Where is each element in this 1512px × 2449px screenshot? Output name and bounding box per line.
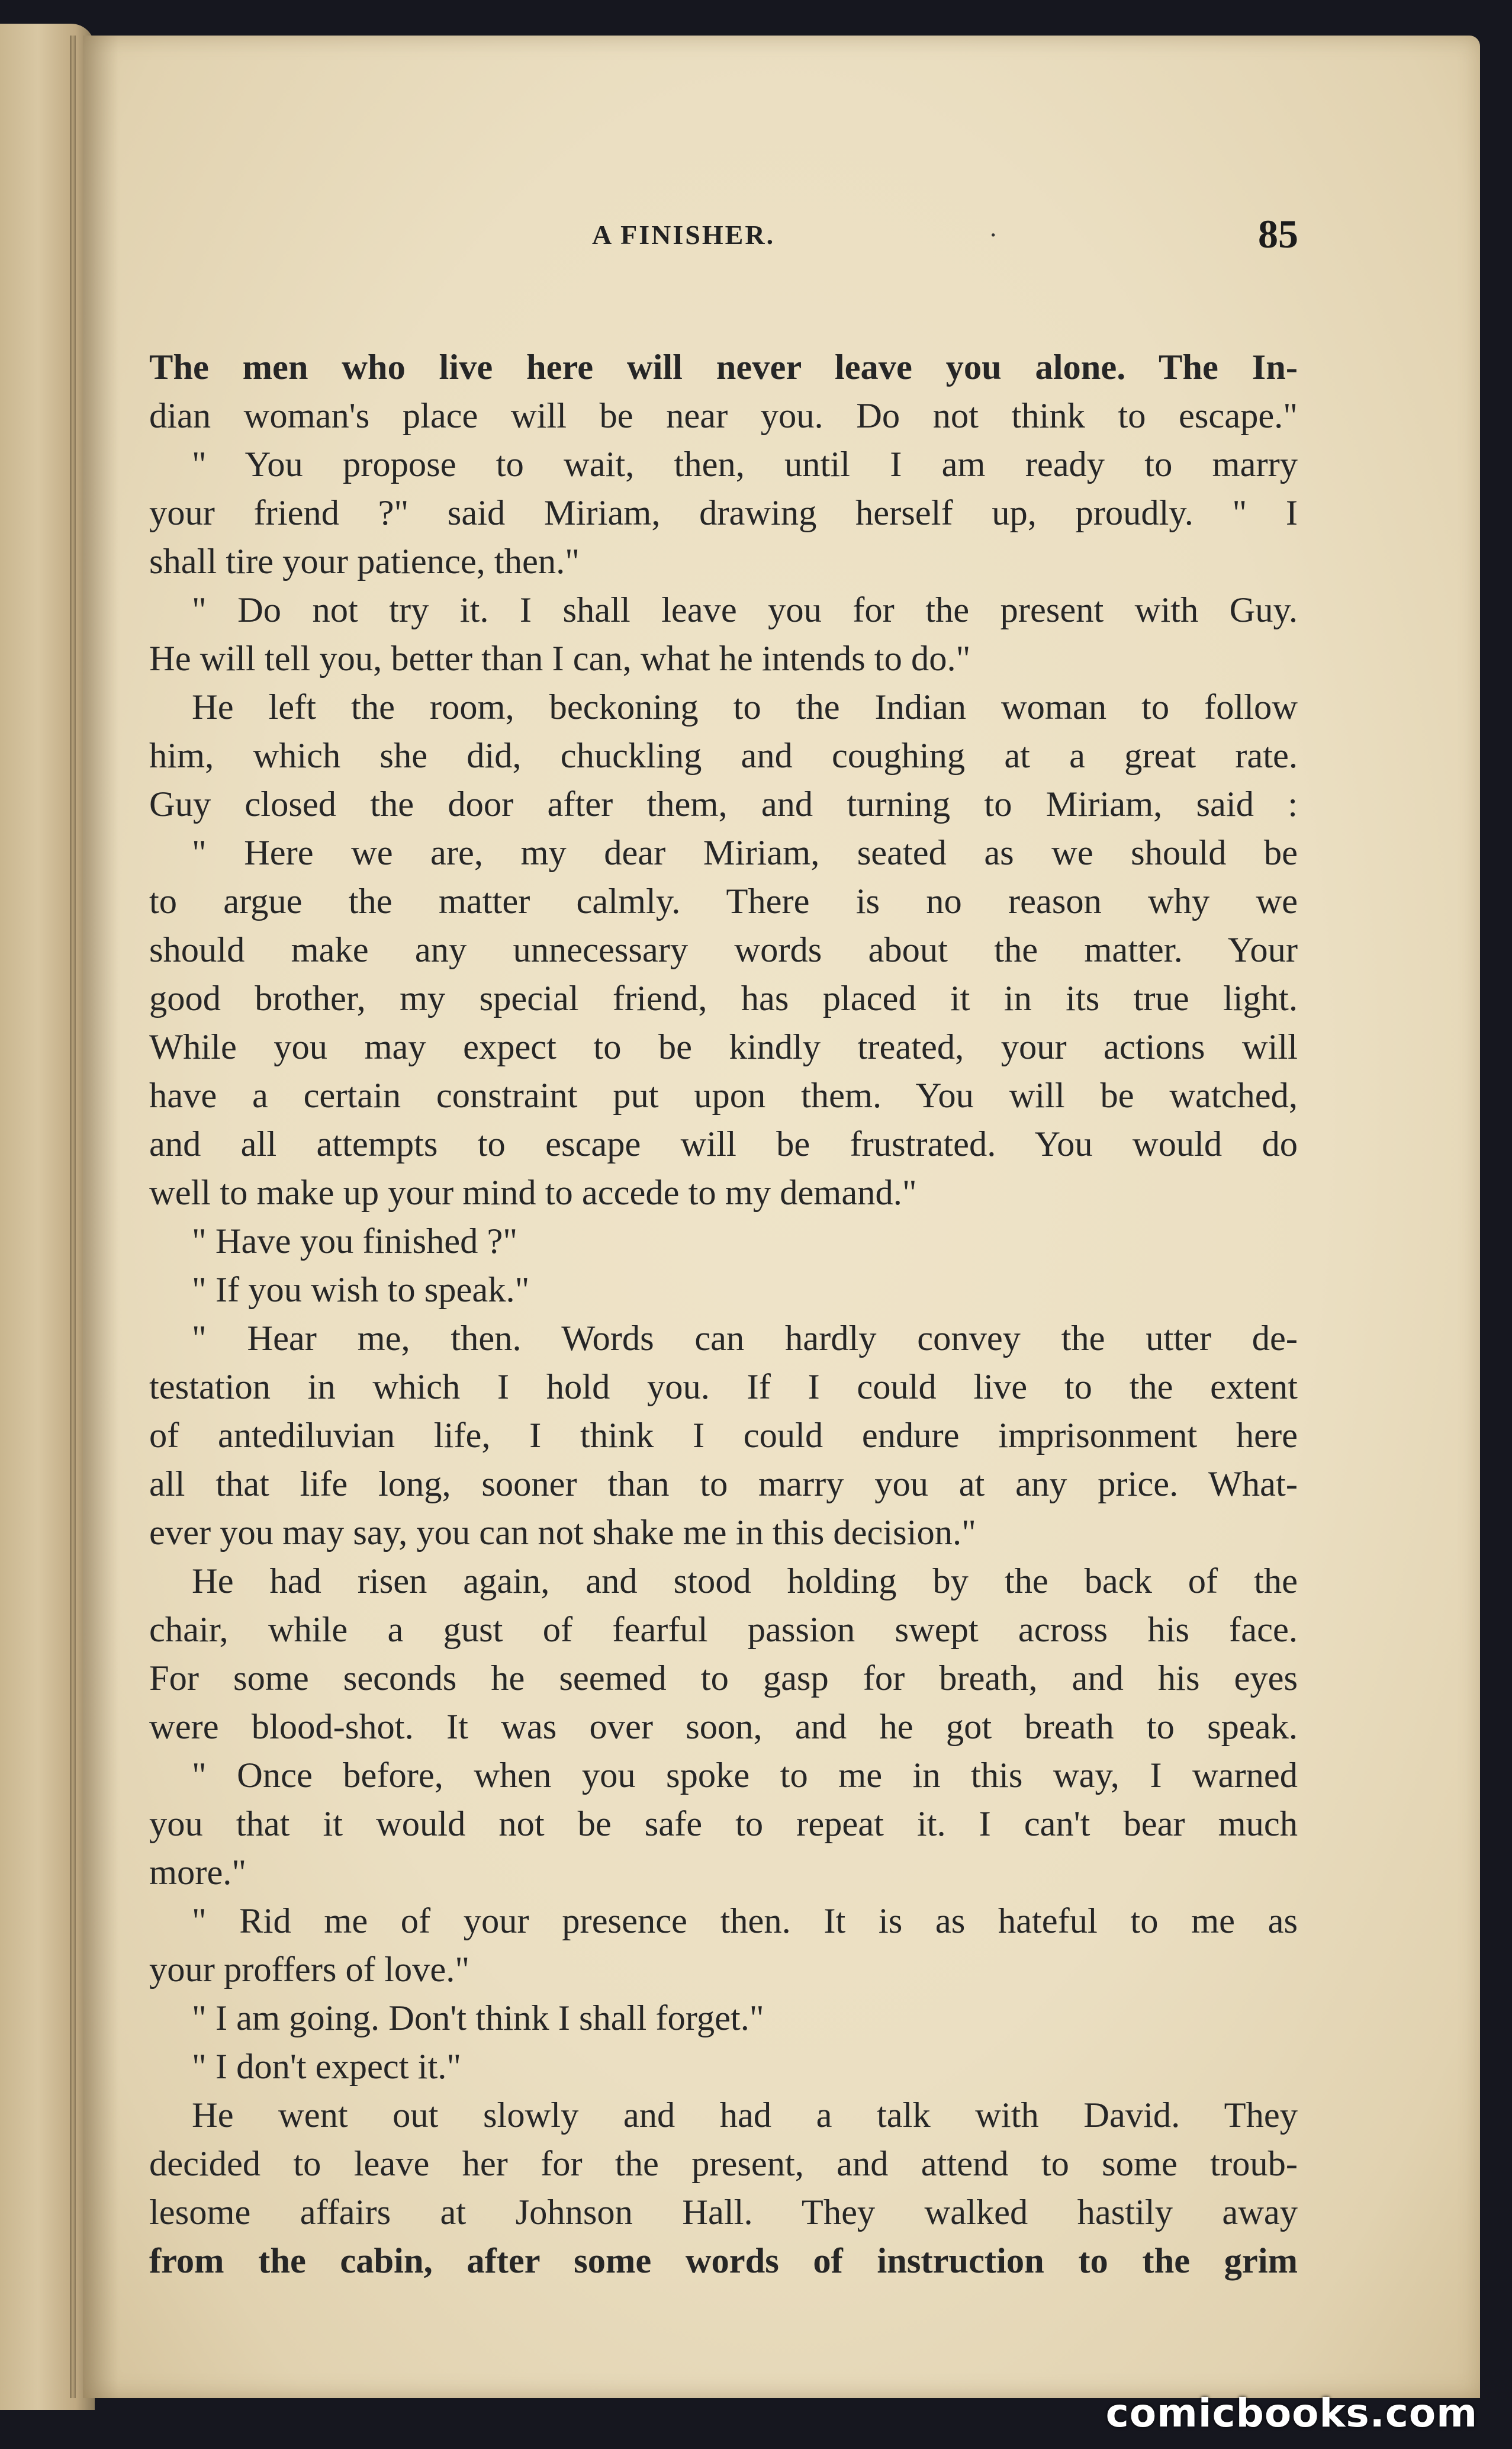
text-line: Guy closed the door after them, and turning to Miriam, said : xyxy=(149,785,1298,824)
page-number: 85 xyxy=(1258,211,1298,256)
text-line: your proffers of love." xyxy=(149,1950,470,1990)
text-line: well to make up your mind to accede to my demand." xyxy=(149,1173,917,1213)
text-line: good brother, my special friend, has placed it in its true light. xyxy=(149,979,1298,1018)
text-line: For some seconds he seemed to gasp for breath, and his eyes xyxy=(149,1659,1298,1698)
book-spine-gutter xyxy=(70,36,76,2398)
text-line: all that life long, sooner than to marry you at any price. What- xyxy=(149,1464,1298,1504)
header-separator: · xyxy=(989,220,998,250)
running-title: A FINISHER. xyxy=(592,220,776,250)
text-line: While you may expect to be kindly treated, your actions will xyxy=(149,1027,1298,1067)
text-line: were blood-shot. It was over soon, and he got breath to speak. xyxy=(149,1707,1298,1747)
text-line: " Have you finished ?" xyxy=(192,1222,518,1261)
text-line: lesome affairs at Johnson Hall. They walked hastily away xyxy=(149,2193,1298,2232)
text-line: He left the room, beckoning to the Indian woman to follow xyxy=(192,687,1298,727)
text-line: " Hear me, then. Words can hardly convey the utter de- xyxy=(192,1319,1298,1358)
text-line: you that it would not be safe to repeat it. I can't bear much xyxy=(149,1804,1298,1844)
text-line: " Here we are, my dear Miriam, seated as we should be xyxy=(192,833,1298,873)
text-line: of antediluvian life, I think I could endure imprisonment here xyxy=(149,1416,1298,1455)
text-line: He will tell you, better than I can, what he intends to do." xyxy=(149,639,971,679)
running-header xyxy=(83,211,1480,256)
text-line: He went out slowly and had a talk with David. They xyxy=(192,2096,1298,2135)
site-watermark: comicbooks.com xyxy=(1105,2390,1478,2436)
text-line: decided to leave her for the present, and attend to some troub- xyxy=(149,2144,1298,2184)
body-text xyxy=(149,343,1298,2286)
text-line: more." xyxy=(149,1853,247,1892)
text-line: shall tire your patience, then." xyxy=(149,542,580,581)
facing-page-edge xyxy=(0,24,95,2410)
text-line: The men who live here will never leave you alone. The In- xyxy=(149,348,1298,387)
text-line: He had risen again, and stood holding by the back of the xyxy=(192,1561,1298,1601)
text-line: dian woman's place will be near you. Do not think to escape." xyxy=(149,396,1298,436)
text-line: him, which she did, chuckling and coughing at a great rate. xyxy=(149,736,1298,776)
text-line: " You propose to wait, then, until I am ready to marry xyxy=(192,445,1298,484)
text-line: " Do not try it. I shall leave you for the present with Guy. xyxy=(192,590,1298,630)
text-line: and all attempts to escape will be frustrated. You would do xyxy=(149,1124,1298,1164)
book-page xyxy=(83,36,1480,2398)
text-line: should make any unnecessary words about the matter. Your xyxy=(149,930,1298,970)
text-line: ever you may say, you can not shake me in this decision." xyxy=(149,1513,976,1553)
text-line: from the cabin, after some words of instruction to the grim xyxy=(149,2241,1298,2281)
text-line: " Once before, when you spoke to me in this way, I warned xyxy=(192,1756,1298,1795)
text-line: " I am going. Don't think I shall forget." xyxy=(192,1998,764,2038)
text-line: chair, while a gust of fearful passion swept across his face. xyxy=(149,1610,1298,1650)
text-line: " I don't expect it." xyxy=(192,2047,462,2087)
text-line: have a certain constraint put upon them. You will be watched, xyxy=(149,1076,1298,1116)
text-line: " Rid me of your presence then. It is as hateful to me as xyxy=(192,1901,1298,1941)
text-line: testation in which I hold you. If I could live to the extent xyxy=(149,1367,1298,1407)
text-line: " If you wish to speak." xyxy=(192,1270,530,1310)
text-line: to argue the matter calmly. There is no reason why we xyxy=(149,882,1298,921)
text-line: your friend ?" said Miriam, drawing herself up, proudly. " I xyxy=(149,493,1298,533)
